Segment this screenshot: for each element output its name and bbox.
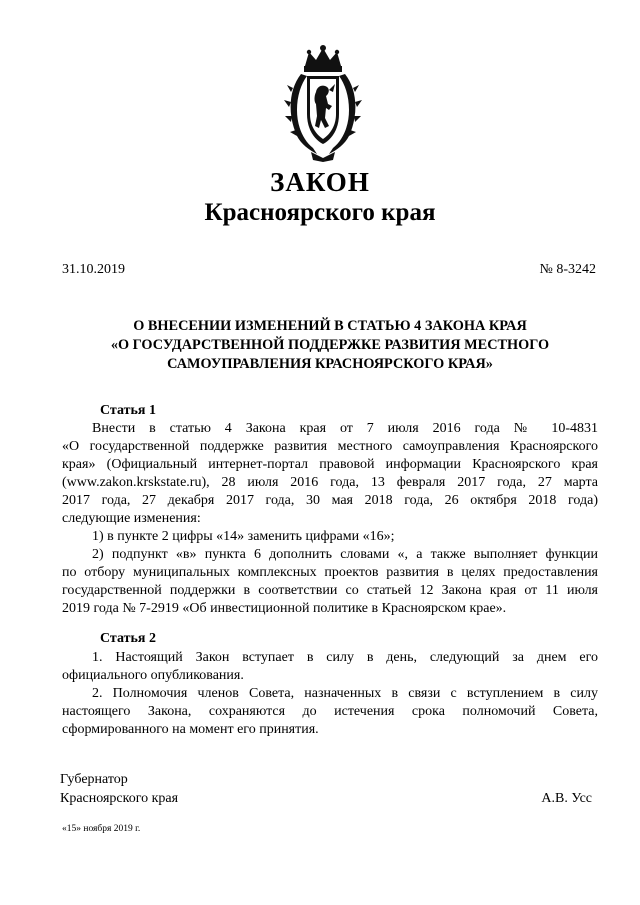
text-line: 2) подпункт «в» пункта 6 дополнить словами «, а также выполняет функции bbox=[92, 547, 598, 562]
text-line: 2. Полномочия членов Совета, назначенных в связи с вступлением в силу bbox=[92, 686, 598, 701]
document-title: ЗАКОН bbox=[270, 167, 370, 197]
heading-line: О ВНЕСЕНИИ ИЗМЕНЕНИЙ В СТАТЬЮ 4 ЗАКОНА КРАЯ bbox=[133, 318, 527, 334]
signatory-title: Губернатор bbox=[60, 772, 128, 787]
text-line: Внести в статью 4 Закона края от 7 июля 2016 года № 10-4831 bbox=[92, 421, 598, 436]
signatory-region: Красноярского края bbox=[60, 791, 179, 806]
text-line: 2017 года, 27 декабря 2017 года, 30 мая 2018 года, 26 октября 2018 года) bbox=[62, 493, 598, 508]
text-line: официального опубликования. bbox=[62, 668, 244, 683]
article-2-title: Статья 2 bbox=[100, 631, 156, 646]
law-date: 31.10.2019 bbox=[62, 262, 125, 277]
signatory-position bbox=[60, 770, 178, 808]
text-line: 1) в пункте 2 цифры «14» заменить цифрами «16»; bbox=[92, 529, 395, 544]
document-subtitle: Красноярского края bbox=[204, 199, 436, 226]
coat-of-arms-emblem bbox=[283, 44, 363, 164]
text-line: настоящего Закона, сохраняются до истечения срока полномочий Совета, bbox=[62, 704, 598, 719]
text-line: 2019 года № 7-2919 «Об инвестиционной политике в Красноярском крае». bbox=[62, 601, 507, 616]
text-line: края» (Официальный интернет-портал правовой информации Красноярского края bbox=[62, 457, 598, 472]
heading-line: «О ГОСУДАРСТВЕННОЙ ПОДДЕРЖКЕ РАЗВИТИЯ МЕСТНОГО bbox=[110, 337, 550, 353]
law-number: № 8-3242 bbox=[539, 262, 596, 277]
signatory-name: А.В. Усс bbox=[541, 791, 592, 806]
text-line: государственной поддержки в соответствии со статьей 12 Закона края от 11 июля bbox=[62, 583, 598, 598]
text-line: следующие изменения: bbox=[62, 511, 201, 526]
text-line: 1. Настоящий Закон вступает в силу в день, следующий за днем его bbox=[92, 650, 598, 665]
article-1-title: Статья 1 bbox=[100, 403, 156, 418]
heading-line: САМОУПРАВЛЕНИЯ КРАСНОЯРСКОГО КРАЯ» bbox=[167, 356, 493, 372]
law-heading bbox=[60, 317, 600, 374]
text-line: (www.zakon.krskstate.ru), 28 июля 2016 года, 13 февраля 2017 года, 27 марта bbox=[62, 475, 598, 490]
text-line: «О государственной поддержке развития местного самоуправления Красноярского bbox=[62, 439, 598, 454]
article-1-body bbox=[62, 420, 598, 618]
text-line: по отбору муниципальных комплексных проектов развития в целях предоставления bbox=[62, 565, 598, 580]
text-line: сформированного на момент его принятия. bbox=[62, 722, 319, 737]
signing-date: «15» ноября 2019 г. bbox=[62, 824, 141, 834]
article-2-body bbox=[62, 649, 598, 739]
